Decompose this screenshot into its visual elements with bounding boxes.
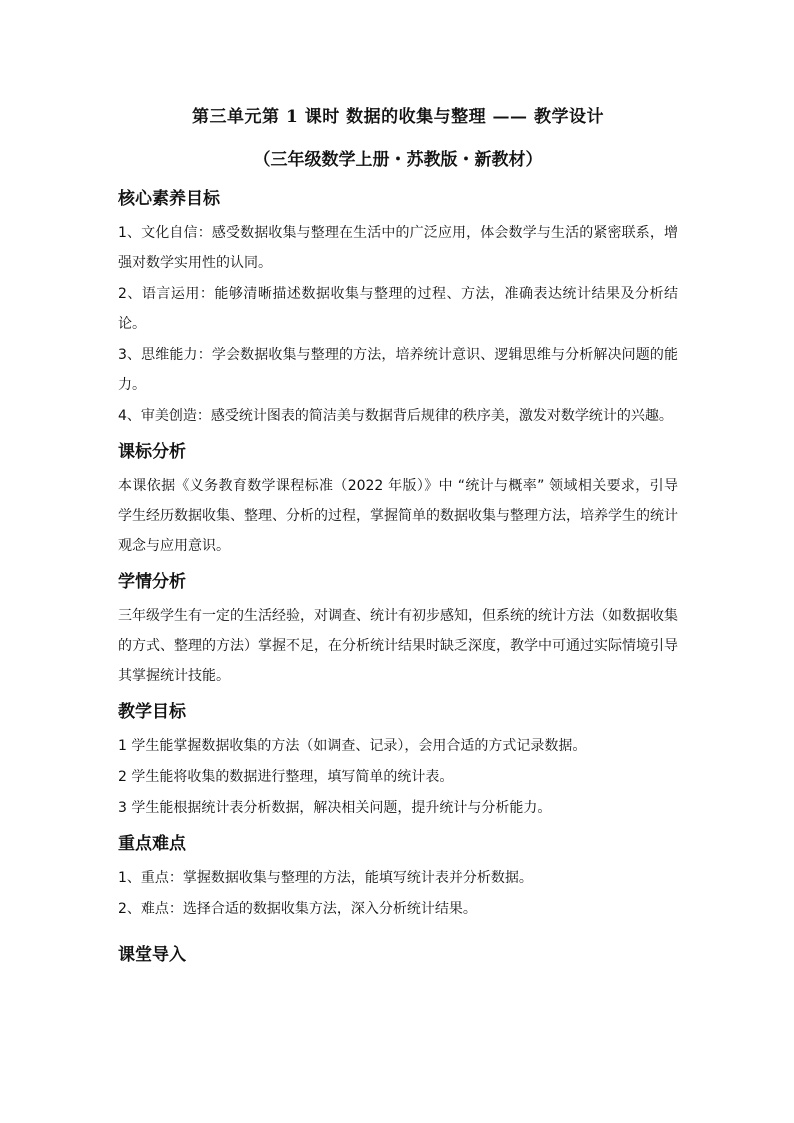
section-teaching-goals	[118, 697, 678, 823]
paragraph: 3 学生能根据统计表分析数据，解决相关问题，提升统计与分析能力。	[118, 800, 552, 816]
section-heading: 学情分析	[118, 572, 186, 592]
paragraph: 2、语言运用：能够清晰描述数据收集与整理的过程、方法，准确表达统计结果及分析结论。	[118, 286, 678, 332]
section-lesson-intro	[118, 940, 678, 970]
section-heading: 教学目标	[118, 702, 186, 722]
section-student-analysis	[118, 567, 678, 691]
paragraph: 1、重点：掌握数据收集与整理的方法，能填写统计表并分析数据。	[118, 870, 533, 886]
section-heading: 重点难点	[118, 834, 186, 854]
paragraph: 2、难点：选择合适的数据收集方法，深入分析统计结果。	[118, 901, 477, 917]
section-core-literacy	[118, 184, 678, 431]
paragraph: 4、审美创造：感受统计图表的简洁美与数据背后规律的秩序美，激发对数学统计的兴趣。	[118, 408, 673, 424]
document-title: 第三单元第 1 课时 数据的收集与整理 —— 教学设计	[192, 107, 604, 127]
paragraph: 2 学生能将收集的数据进行整理，填写简单的统计表。	[118, 769, 454, 785]
paragraph: 1、文化自信：感受数据收集与整理在生活中的广泛应用，体会数学与生活的紧密联系，增强对数学实用性的认同。	[118, 225, 678, 271]
paragraph: 3、思维能力：学会数据收集与整理的方法，培养统计意识、逻辑思维与分析解决问题的能力。	[118, 347, 678, 393]
section-heading: 课堂导入	[118, 945, 186, 965]
paragraph: 本课依据《义务教育数学课程标准（2022 年版）》中 “统计与概率” 领域相关要求，引导学生经历数据收集、整理、分析的过程，掌握简单的数据收集与整理方法，培养学生的统计观念与应用意识。	[118, 478, 678, 554]
section-key-points	[118, 829, 678, 924]
paragraph: 1 学生能掌握数据收集的方法（如调查、记录），会用合适的方式记录数据。	[118, 738, 587, 754]
document-body	[118, 100, 678, 974]
section-heading: 课标分析	[118, 442, 186, 462]
section-heading: 核心素养目标	[118, 189, 220, 209]
section-curriculum-analysis	[118, 437, 678, 561]
paragraph: 三年级学生有一定的生活经验，对调查、统计有初步感知，但系统的统计方法（如数据收集的方式、整理的方法）掌握不足，在分析统计结果时缺乏深度，教学中可通过实际情境引导其掌握统计技能。	[118, 608, 678, 684]
document-subtitle: （三年级数学上册・苏教版・新教材）	[253, 150, 543, 170]
